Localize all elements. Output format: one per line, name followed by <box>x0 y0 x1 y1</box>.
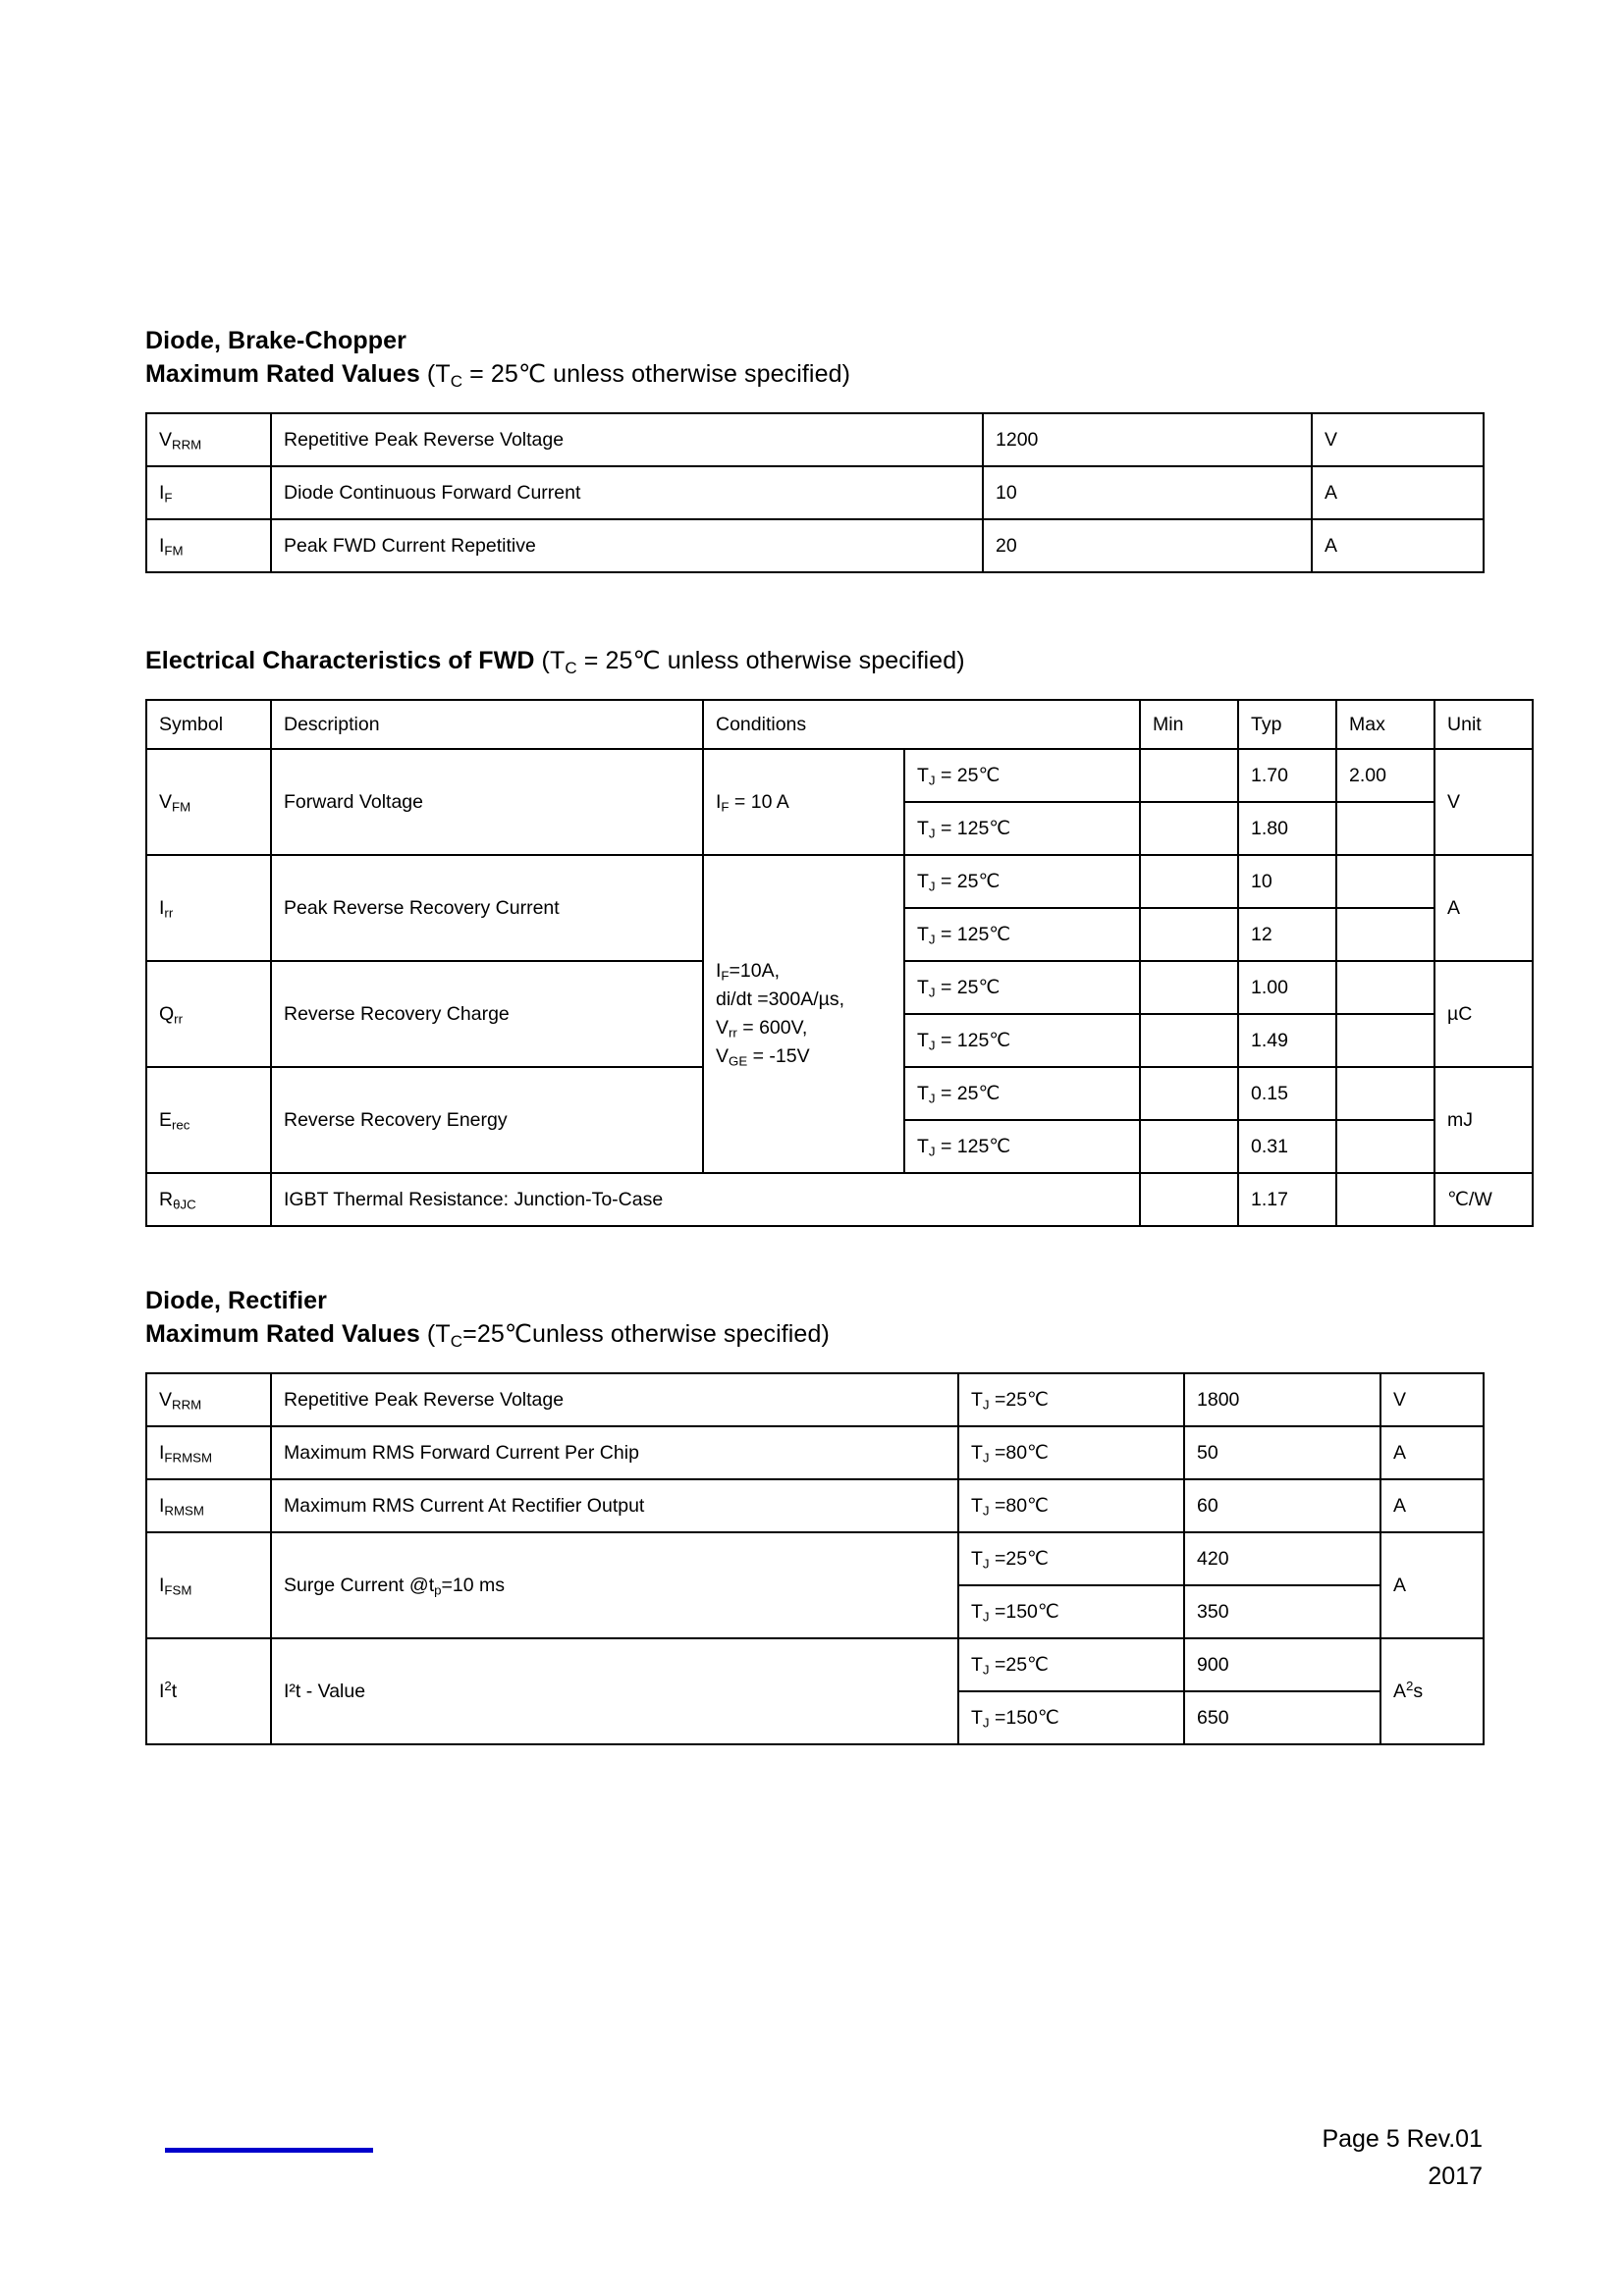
row-temperature <box>958 1426 1184 1479</box>
temp-base: T <box>971 1600 983 1623</box>
table-row <box>146 1638 1484 1691</box>
row-symbol <box>146 1638 271 1744</box>
row-unit: A <box>1380 1479 1484 1532</box>
row-temperature <box>904 802 1140 855</box>
symbol-subscript: F <box>164 490 173 506</box>
row-typ: 1.17 <box>1238 1173 1336 1226</box>
temp-subscript: J <box>928 932 936 947</box>
temp-subscript: J <box>928 773 936 788</box>
row-description: Peak FWD Current Repetitive <box>271 519 983 572</box>
temp-subscript: J <box>982 1450 990 1466</box>
row-temperature <box>904 961 1140 1014</box>
symbol-base: I <box>159 1574 165 1596</box>
fwd-cond-sub: C <box>565 658 577 677</box>
row-temperature <box>904 855 1140 908</box>
temp-rest: = 25℃ <box>935 976 1001 998</box>
symbol-subscript: rr <box>164 905 174 921</box>
row-temperature <box>958 1373 1184 1426</box>
footer-text <box>1322 2120 1483 2195</box>
temp-subscript: J <box>982 1609 990 1625</box>
row-unit <box>1380 1638 1484 1744</box>
symbol-base: I <box>159 481 165 504</box>
temp-rest: = 25℃ <box>935 1082 1001 1104</box>
temp-base: T <box>971 1441 983 1464</box>
row-temperature <box>904 749 1140 802</box>
temp-rest: =25℃ <box>989 1388 1049 1411</box>
cond-base: V <box>716 1017 730 1039</box>
symbol-base: E <box>159 1108 173 1131</box>
symbol-subscript: θJC <box>173 1197 196 1212</box>
page-content <box>145 324 1492 1745</box>
temp-rest: =25℃ <box>989 1547 1049 1570</box>
temp-subscript: J <box>982 1503 990 1519</box>
symbol-base: V <box>159 1388 173 1411</box>
rectifier-subtitle: Maximum Rated Values ($T_C=25℃unless$ otherwise specified) <box>145 1320 830 1351</box>
table-row <box>146 855 1533 908</box>
symbol-base: I <box>159 534 165 557</box>
row-temperature <box>958 1479 1184 1532</box>
header-symbol: Symbol <box>146 700 271 749</box>
row-min <box>1140 961 1238 1014</box>
temp-subscript: J <box>928 1091 936 1106</box>
row-typ: 1.70 <box>1238 749 1336 802</box>
row-min <box>1140 1067 1238 1120</box>
symbol-base: I <box>159 896 165 919</box>
row-value: 900 <box>1184 1638 1380 1691</box>
row-max <box>1336 908 1434 961</box>
row-symbol <box>146 1532 271 1638</box>
rectifier-cond-symbol: T <box>435 1320 451 1348</box>
symbol-base: R <box>159 1188 174 1210</box>
row-unit: A <box>1380 1426 1484 1479</box>
brake-chopper-cond-symbol: T <box>435 360 451 388</box>
temp-subscript: J <box>982 1715 990 1731</box>
symbol-rest: t <box>171 1680 178 1702</box>
symbol-base: I <box>159 1494 165 1517</box>
cond-base: V <box>716 1045 730 1068</box>
table-row <box>146 519 1484 572</box>
symbol-base: I <box>159 1680 165 1702</box>
row-min <box>1140 749 1238 802</box>
temp-base: T <box>971 1494 983 1517</box>
temp-base: T <box>917 1029 929 1051</box>
temp-rest: = 25℃ <box>935 870 1001 892</box>
row-temperature <box>958 1691 1184 1744</box>
symbol-subscript: FM <box>172 799 191 815</box>
temp-base: T <box>971 1653 983 1676</box>
table-row <box>146 1173 1533 1226</box>
row-typ: 1.49 <box>1238 1014 1336 1067</box>
footer-year: 2017 <box>1428 2163 1483 2190</box>
row-temperature <box>958 1585 1184 1638</box>
row-typ: 1.00 <box>1238 961 1336 1014</box>
symbol-base: V <box>159 790 173 813</box>
temp-rest: =150℃ <box>989 1600 1059 1623</box>
condition-subscript: F <box>721 799 730 815</box>
row-unit: mJ <box>1434 1067 1533 1173</box>
row-temperature <box>904 1120 1140 1173</box>
header-conditions: Conditions <box>703 700 1140 749</box>
table-row <box>146 413 1484 466</box>
temp-base: T <box>917 1135 929 1157</box>
row-symbol <box>146 1479 271 1532</box>
rectifier-table <box>145 1372 1485 1745</box>
temp-base: T <box>971 1388 983 1411</box>
row-value: 1800 <box>1184 1373 1380 1426</box>
row-value: 1200 <box>983 413 1312 466</box>
conditions-text <box>716 949 892 1080</box>
temp-subscript: J <box>982 1556 990 1572</box>
row-min <box>1140 1173 1238 1226</box>
row-min <box>1140 1014 1238 1067</box>
row-symbol <box>146 1173 271 1226</box>
condition-line-4 <box>716 1042 892 1071</box>
temp-subscript: J <box>982 1662 990 1678</box>
fwd-electrical-title-bold: Electrical Characteristics of FWD <box>145 647 535 674</box>
row-condition <box>703 749 904 855</box>
unit-rest: s <box>1413 1680 1424 1702</box>
symbol-base: V <box>159 428 173 451</box>
footer-rule <box>165 2148 373 2153</box>
row-description: I²t - Value <box>271 1638 958 1744</box>
row-description: Peak Reverse Recovery Current <box>271 855 703 961</box>
spacer <box>145 1351 1483 1372</box>
symbol-subscript: FRMSM <box>164 1450 212 1466</box>
row-condition-block <box>703 855 904 1173</box>
row-description: Reverse Recovery Energy <box>271 1067 703 1173</box>
rectifier-subtitle-bold: Maximum Rated Values <box>145 1320 420 1348</box>
fwd-electrical-table <box>145 699 1534 1227</box>
temp-rest: =25℃ <box>989 1653 1049 1676</box>
temp-base: T <box>917 870 929 892</box>
temp-subscript: J <box>928 985 936 1000</box>
table-header-row <box>146 700 1533 749</box>
brake-chopper-subtitle-bold: Maximum Rated Values <box>145 360 420 388</box>
row-unit: A <box>1312 519 1484 572</box>
spacer <box>145 1227 1483 1284</box>
symbol-superscript: 2 <box>164 1678 172 1693</box>
symbol-subscript: FSM <box>164 1582 192 1598</box>
row-temperature <box>904 1014 1140 1067</box>
row-temperature <box>958 1532 1184 1585</box>
row-symbol <box>146 1373 271 1426</box>
table-row <box>146 1532 1484 1585</box>
row-unit: V <box>1434 749 1533 855</box>
cond-base: I <box>716 959 722 982</box>
cond-rest: = -15V <box>747 1045 810 1068</box>
brake-chopper-title-text: Diode, Brake-Chopper <box>145 327 406 354</box>
row-min <box>1140 855 1238 908</box>
row-description: Maximum RMS Forward Current Per Chip <box>271 1426 958 1479</box>
desc-base: Surge Current @t <box>284 1574 435 1596</box>
rectifier-title <box>145 1284 1483 1317</box>
row-description: Reverse Recovery Charge <box>271 961 703 1067</box>
rectifier-cond-rest: =25℃unless otherwise specified) <box>462 1320 830 1348</box>
row-description: Repetitive Peak Reverse Voltage <box>271 1373 958 1426</box>
condition-line-1 <box>716 957 892 986</box>
header-min: Min <box>1140 700 1238 749</box>
row-typ: 0.15 <box>1238 1067 1336 1120</box>
temp-base: T <box>917 923 929 945</box>
cond-subscript: rr <box>729 1025 737 1041</box>
row-max <box>1336 1120 1434 1173</box>
row-max <box>1336 855 1434 908</box>
fwd-cond-symbol: T <box>549 647 566 674</box>
row-max <box>1336 802 1434 855</box>
row-value: 420 <box>1184 1532 1380 1585</box>
table-row <box>146 1426 1484 1479</box>
cond-rest: = 600V, <box>736 1017 808 1039</box>
row-typ: 12 <box>1238 908 1336 961</box>
row-symbol <box>146 1067 271 1173</box>
row-value: 50 <box>1184 1426 1380 1479</box>
temp-subscript: J <box>928 879 936 894</box>
symbol-base: Q <box>159 1002 175 1025</box>
unit-base: A <box>1393 1680 1407 1702</box>
temp-subscript: J <box>928 826 936 841</box>
condition-rest: = 10 A <box>729 790 789 813</box>
temp-rest: =150℃ <box>989 1706 1059 1729</box>
spacer <box>145 677 1483 699</box>
row-unit: V <box>1380 1373 1484 1426</box>
temp-base: T <box>917 976 929 998</box>
row-symbol <box>146 519 271 572</box>
row-temperature <box>904 908 1140 961</box>
rectifier-cond-sub: C <box>450 1331 463 1351</box>
row-description: Repetitive Peak Reverse Voltage <box>271 413 983 466</box>
table-row <box>146 1373 1484 1426</box>
row-max <box>1336 1173 1434 1226</box>
condition-line-3 <box>716 1014 892 1042</box>
temp-rest: = 125℃ <box>935 1135 1011 1157</box>
header-unit: Unit <box>1434 700 1533 749</box>
row-unit: V <box>1312 413 1484 466</box>
rectifier-title-text: Diode, Rectifier <box>145 1287 327 1314</box>
temp-rest: = 125℃ <box>935 923 1011 945</box>
temp-base: T <box>971 1706 983 1729</box>
header-max: Max <box>1336 700 1434 749</box>
row-value: 10 <box>983 466 1312 519</box>
brake-chopper-table <box>145 412 1485 573</box>
row-description: Diode Continuous Forward Current <box>271 466 983 519</box>
temp-subscript: J <box>928 1144 936 1159</box>
brake-chopper-title <box>145 324 1483 357</box>
row-max <box>1336 1014 1434 1067</box>
row-min <box>1140 1120 1238 1173</box>
temp-base: T <box>917 1082 929 1104</box>
spacer <box>145 573 1483 644</box>
row-typ: 0.31 <box>1238 1120 1336 1173</box>
row-value: 350 <box>1184 1585 1380 1638</box>
cond-subscript: F <box>721 968 730 984</box>
condition-line-2: di/dt =300A/µs, <box>716 988 845 1010</box>
temp-rest: = 125℃ <box>935 817 1011 839</box>
temp-base: T <box>917 817 929 839</box>
table-row <box>146 1479 1484 1532</box>
table-row <box>146 749 1533 802</box>
desc-rest: =10 ms <box>441 1574 505 1596</box>
temp-base: T <box>917 764 929 786</box>
row-value: 650 <box>1184 1691 1380 1744</box>
row-symbol <box>146 1426 271 1479</box>
symbol-subscript: FM <box>164 543 184 559</box>
temp-base: T <box>971 1547 983 1570</box>
row-symbol <box>146 466 271 519</box>
row-unit: µC <box>1434 961 1533 1067</box>
row-min <box>1140 908 1238 961</box>
symbol-subscript: rec <box>172 1117 190 1133</box>
condition-base: I <box>716 790 722 813</box>
row-description <box>271 1532 958 1638</box>
desc-subscript: p <box>434 1582 442 1598</box>
symbol-subscript: rr <box>174 1011 183 1027</box>
row-symbol <box>146 749 271 855</box>
temp-rest: =80℃ <box>989 1441 1049 1464</box>
page-footer <box>0 2101 1623 2228</box>
header-typ: Typ <box>1238 700 1336 749</box>
fwd-electrical-title: Electrical Characteristics of FWD ($T_C$ = 25℃ unless otherwise specified) <box>145 647 965 677</box>
row-symbol <box>146 413 271 466</box>
row-max: 2.00 <box>1336 749 1434 802</box>
row-max <box>1336 961 1434 1014</box>
brake-chopper-cond-sub: C <box>450 371 463 391</box>
row-value: 60 <box>1184 1479 1380 1532</box>
temp-rest: =80℃ <box>989 1494 1049 1517</box>
spacer <box>145 391 1483 412</box>
row-unit: A <box>1312 466 1484 519</box>
cond-rest: =10A, <box>729 959 781 982</box>
row-typ: 10 <box>1238 855 1336 908</box>
temp-rest: = 25℃ <box>935 764 1001 786</box>
symbol-subscript: RRM <box>172 1397 202 1413</box>
page-number: Page 5 Rev.01 <box>1322 2125 1483 2153</box>
row-unit: ℃/W <box>1434 1173 1533 1226</box>
row-min <box>1140 802 1238 855</box>
row-max <box>1336 1067 1434 1120</box>
row-value: 20 <box>983 519 1312 572</box>
temp-subscript: J <box>982 1397 990 1413</box>
temp-subscript: J <box>928 1038 936 1053</box>
symbol-subscript: RMSM <box>164 1503 204 1519</box>
row-symbol <box>146 855 271 961</box>
row-unit: A <box>1434 855 1533 961</box>
table-row <box>146 466 1484 519</box>
fwd-cond-rest: = 25℃ unless otherwise specified) <box>576 647 965 674</box>
row-unit: A <box>1380 1532 1484 1638</box>
brake-chopper-cond-rest: = 25℃ unless otherwise specified) <box>462 360 851 388</box>
row-description: Maximum RMS Current At Rectifier Output <box>271 1479 958 1532</box>
header-description: Description <box>271 700 703 749</box>
symbol-subscript: RRM <box>172 437 202 453</box>
unit-superscript: 2 <box>1406 1678 1414 1693</box>
row-description: IGBT Thermal Resistance: Junction-To-Case <box>271 1173 1140 1226</box>
row-temperature <box>904 1067 1140 1120</box>
row-symbol <box>146 961 271 1067</box>
symbol-base: I <box>159 1441 165 1464</box>
brake-chopper-subtitle: Maximum Rated Values ($T_C$ = 25℃ unless otherwise specified) <box>145 360 851 391</box>
row-description: Forward Voltage <box>271 749 703 855</box>
row-temperature <box>958 1638 1184 1691</box>
cond-subscript: GE <box>729 1053 748 1069</box>
row-typ: 1.80 <box>1238 802 1336 855</box>
temp-rest: = 125℃ <box>935 1029 1011 1051</box>
